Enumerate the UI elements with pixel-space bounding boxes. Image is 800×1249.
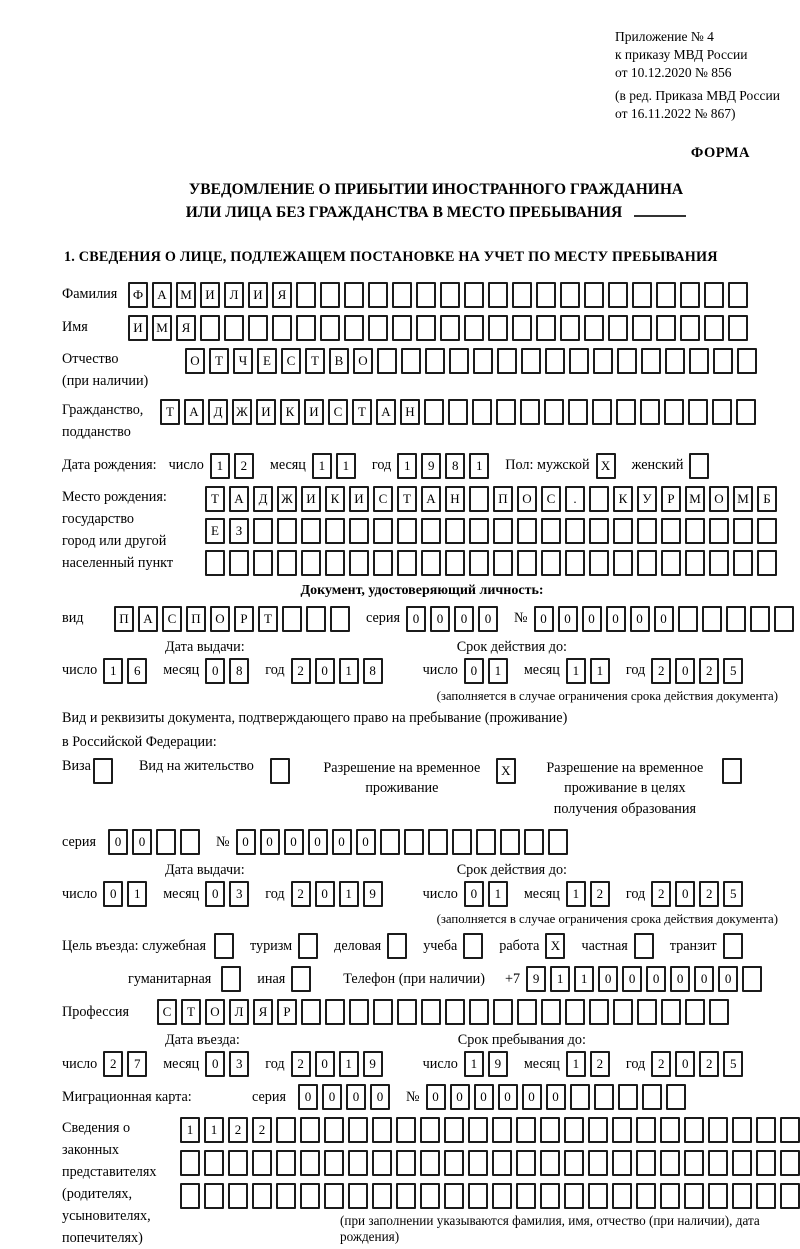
- permit-valid-day[interactable]: 0 1: [464, 881, 512, 907]
- doc-issue-year[interactable]: 2 0 1 8: [291, 658, 387, 684]
- migration-number-boxes[interactable]: 0 0 0 0 0 0: [426, 1084, 690, 1110]
- stay-until-year[interactable]: 2 0 2 5: [651, 1051, 747, 1077]
- doc-seriya-label: серия: [366, 610, 400, 627]
- representatives-row1[interactable]: 1 1 2 2: [180, 1117, 800, 1143]
- stay-until-date: число 1 9 месяц 1 2 год 2 0 2 5: [423, 1051, 748, 1077]
- purpose-humanitarian-checkbox[interactable]: [221, 966, 245, 992]
- appendix-line: Приложение № 4: [615, 29, 714, 44]
- doc-valid-date: число 0 1 месяц 1 1 год 2 0 2 5: [423, 658, 748, 684]
- purpose-official-checkbox[interactable]: [214, 933, 238, 959]
- title-underline: [634, 215, 686, 217]
- stay-until-header: Срок пребывания до:: [457, 1032, 586, 1049]
- birthplace-boxes-block: [205, 486, 782, 576]
- permit-seriya-boxes[interactable]: 0 0: [108, 829, 204, 855]
- purpose-work-checkbox[interactable]: X: [545, 933, 569, 959]
- doc-seriya-boxes[interactable]: 0 0 0 0: [406, 606, 502, 632]
- citizenship-boxes[interactable]: Т А Д Ж И К И С Т А Н: [160, 399, 760, 425]
- identity-doc-heading: Документ, удостоверяющий личность:: [300, 582, 544, 598]
- doc-valid-month[interactable]: 1 1: [566, 658, 614, 684]
- residence-permit-checkbox[interactable]: [270, 758, 294, 784]
- purpose-tourism-label: туризм: [249, 937, 293, 954]
- purpose-business-label: деловая: [334, 937, 382, 954]
- birthplace-row1[interactable]: Т А Д Ж И К И С Т А Н П О С . К У Р М О М Б: [205, 486, 781, 512]
- birthplace-label: Место рождения: государство город или другой населенный пункт: [62, 488, 174, 571]
- birthplace-row2[interactable]: Е З: [205, 518, 781, 544]
- permit-seriya-label: серия: [62, 833, 96, 850]
- entry-date: число 2 7 месяц 0 3 год 2 0 1 9: [62, 1051, 387, 1077]
- doc-issue-date: число 1 6 месяц 0 8 год 2 0 1 8: [62, 658, 387, 684]
- sex-female-label: женский: [631, 457, 684, 474]
- entry-month[interactable]: 0 3: [205, 1051, 253, 1077]
- sex-male-checkbox[interactable]: X: [596, 453, 620, 479]
- migration-seriya-boxes[interactable]: 0 0 0 0: [298, 1084, 394, 1110]
- patronymic-boxes[interactable]: О Т Ч Е С Т В О: [185, 348, 761, 374]
- surname-label: Фамилия: [62, 286, 118, 303]
- permit-valid-header: Срок действия до:: [456, 862, 568, 879]
- appendix-line: от 10.12.2020 № 856: [615, 65, 732, 81]
- doc-type-boxes[interactable]: П А С П О Р Т: [114, 606, 354, 632]
- phone-label: Телефон (при наличии): [343, 970, 485, 987]
- firstname-boxes[interactable]: И М Я: [128, 315, 752, 341]
- appendix-block: [615, 28, 782, 123]
- residence-permit-option: Вид на жительство: [139, 758, 294, 784]
- representatives-boxes-block: [180, 1117, 800, 1245]
- permit-issue-date: число 0 1 месяц 0 3 год 2 0 1 9: [62, 881, 387, 907]
- document-title: [90, 178, 782, 225]
- purpose-transit-label: транзит: [669, 937, 717, 954]
- permit-number-label: №: [215, 833, 230, 850]
- purpose-humanitarian-label: гуманитарная: [128, 970, 212, 987]
- migration-number-label: №: [405, 1088, 420, 1105]
- migration-card-label: Миграционная карта:: [62, 1088, 192, 1105]
- birth-day-boxes[interactable]: 1 2: [210, 453, 258, 479]
- appendix-line: к приказу МВД России: [615, 47, 748, 63]
- title-line2: ИЛИ ЛИЦА БЕЗ ГРАЖДАНСТВА В МЕСТО ПРЕБЫВАНИЯ: [185, 204, 623, 222]
- purpose-private-label: частная: [581, 937, 628, 954]
- validity-note: (заполняется в случае ограничения срока действия документа): [436, 688, 778, 703]
- representatives-label: Сведения о законных представителях (родителях, усыновителях, попечителях): [62, 1120, 157, 1247]
- surname-boxes[interactable]: Ф А М И Л И Я: [128, 282, 752, 308]
- form-label: ФОРМА: [690, 145, 750, 162]
- permit-issue-month[interactable]: 0 3: [205, 881, 253, 907]
- purpose-transit-checkbox[interactable]: [723, 933, 747, 959]
- month-label: месяц: [269, 457, 306, 474]
- day-label: число: [168, 457, 204, 474]
- representatives-row3[interactable]: [180, 1183, 800, 1209]
- stay-doc-line2: в Российской Федерации:: [62, 733, 217, 750]
- temp-residence-checkbox[interactable]: X: [496, 758, 520, 784]
- permit-issue-year[interactable]: 2 0 1 9: [291, 881, 387, 907]
- stay-doc-line1: Вид и реквизиты документа, подтверждающего право на пребывание (проживание): [62, 709, 568, 726]
- purpose-tourism-checkbox[interactable]: [298, 933, 322, 959]
- validity-note-2: (заполняется в случае ограничения срока действия документа): [436, 912, 778, 927]
- birthplace-row3[interactable]: [205, 550, 781, 576]
- doc-issue-day[interactable]: 1 6: [103, 658, 151, 684]
- visa-option: Виза: [62, 758, 117, 784]
- birthdate-label: Дата рождения:: [62, 457, 157, 474]
- purpose-study-checkbox[interactable]: [463, 933, 487, 959]
- permit-issue-day[interactable]: 0 1: [103, 881, 151, 907]
- entry-year[interactable]: 2 0 1 9: [291, 1051, 387, 1077]
- edition-line: от 16.11.2022 № 867): [615, 105, 736, 121]
- permit-valid-date: число 0 1 месяц 1 2 год 2 0 2 5: [423, 881, 748, 907]
- representatives-caption: (при заполнении указываются фамилия, имя, отчество (при наличии), дата рождения): [340, 1213, 760, 1245]
- permit-number-boxes[interactable]: 0 0 0 0 0 0: [236, 829, 572, 855]
- sex-female-checkbox[interactable]: [689, 453, 713, 479]
- year-label: год: [371, 457, 392, 474]
- temp-residence-edu-option: Разрешение на временное проживание в целях получения образования: [536, 758, 746, 820]
- birth-year-boxes[interactable]: 1 9 8 1: [397, 453, 493, 479]
- section1-heading: 1. СВЕДЕНИЯ О ЛИЦЕ, ПОДЛЕЖАЩЕМ ПОСТАНОВКЕ НА УЧЕТ ПО МЕСТУ ПРЕБЫВАНИЯ: [64, 248, 718, 265]
- title-line1: УВЕДОМЛЕНИЕ О ПРИБЫТИИ ИНОСТРАННОГО ГРАЖДАНИНА: [188, 181, 684, 199]
- permit-valid-year[interactable]: 2 0 2 5: [651, 881, 747, 907]
- stay-until-day[interactable]: 1 9: [464, 1051, 512, 1077]
- patronymic-label: Отчество (при наличии): [62, 350, 149, 389]
- doc-issue-month[interactable]: 0 8: [205, 658, 253, 684]
- purpose-business-checkbox[interactable]: [387, 933, 411, 959]
- phone-prefix: +7: [504, 970, 521, 987]
- purpose-other-checkbox[interactable]: [291, 966, 315, 992]
- entry-day[interactable]: 2 7: [103, 1051, 151, 1077]
- doc-number-boxes[interactable]: 0 0 0 0 0 0: [534, 606, 798, 632]
- purpose-label: Цель въезда: служебная: [62, 937, 206, 954]
- purpose-private-checkbox[interactable]: [634, 933, 658, 959]
- citizenship-label: Гражданство, подданство: [62, 401, 144, 440]
- birth-month-boxes[interactable]: 1 1: [312, 453, 360, 479]
- permit-valid-month[interactable]: 1 2: [566, 881, 614, 907]
- temp-residence-edu-checkbox[interactable]: [722, 758, 746, 784]
- doc-number-label: №: [513, 610, 528, 627]
- purpose-study-label: учеба: [423, 937, 458, 954]
- doc-valid-year[interactable]: 2 0 2 5: [651, 658, 747, 684]
- edition-line: (в ред. Приказа МВД России: [615, 87, 780, 103]
- doc-type-label: вид: [62, 610, 84, 627]
- stay-until-month[interactable]: 1 2: [566, 1051, 614, 1077]
- doc-issue-header: Дата выдачи:: [165, 638, 245, 655]
- purpose-work-label: работа: [499, 937, 540, 954]
- visa-checkbox[interactable]: [93, 758, 117, 784]
- purpose-other-label: иная: [257, 970, 286, 987]
- permit-issue-header: Дата выдачи:: [165, 862, 245, 879]
- representatives-row2[interactable]: [180, 1150, 800, 1176]
- temp-residence-option: Разрешение на временное проживание X: [316, 758, 520, 799]
- doc-valid-day[interactable]: 0 1: [464, 658, 512, 684]
- sex-male-label: Пол: мужской: [505, 457, 590, 474]
- entry-date-header: Дата въезда:: [165, 1032, 240, 1049]
- phone-boxes[interactable]: 9 1 1 0 0 0 0 0 0: [526, 966, 766, 992]
- doc-valid-header: Срок действия до:: [456, 638, 568, 655]
- firstname-label: Имя: [62, 319, 88, 336]
- profession-boxes[interactable]: С Т О Л Я Р: [157, 999, 733, 1025]
- profession-label: Профессия: [62, 1003, 129, 1020]
- migration-seriya-label: серия: [252, 1088, 286, 1105]
